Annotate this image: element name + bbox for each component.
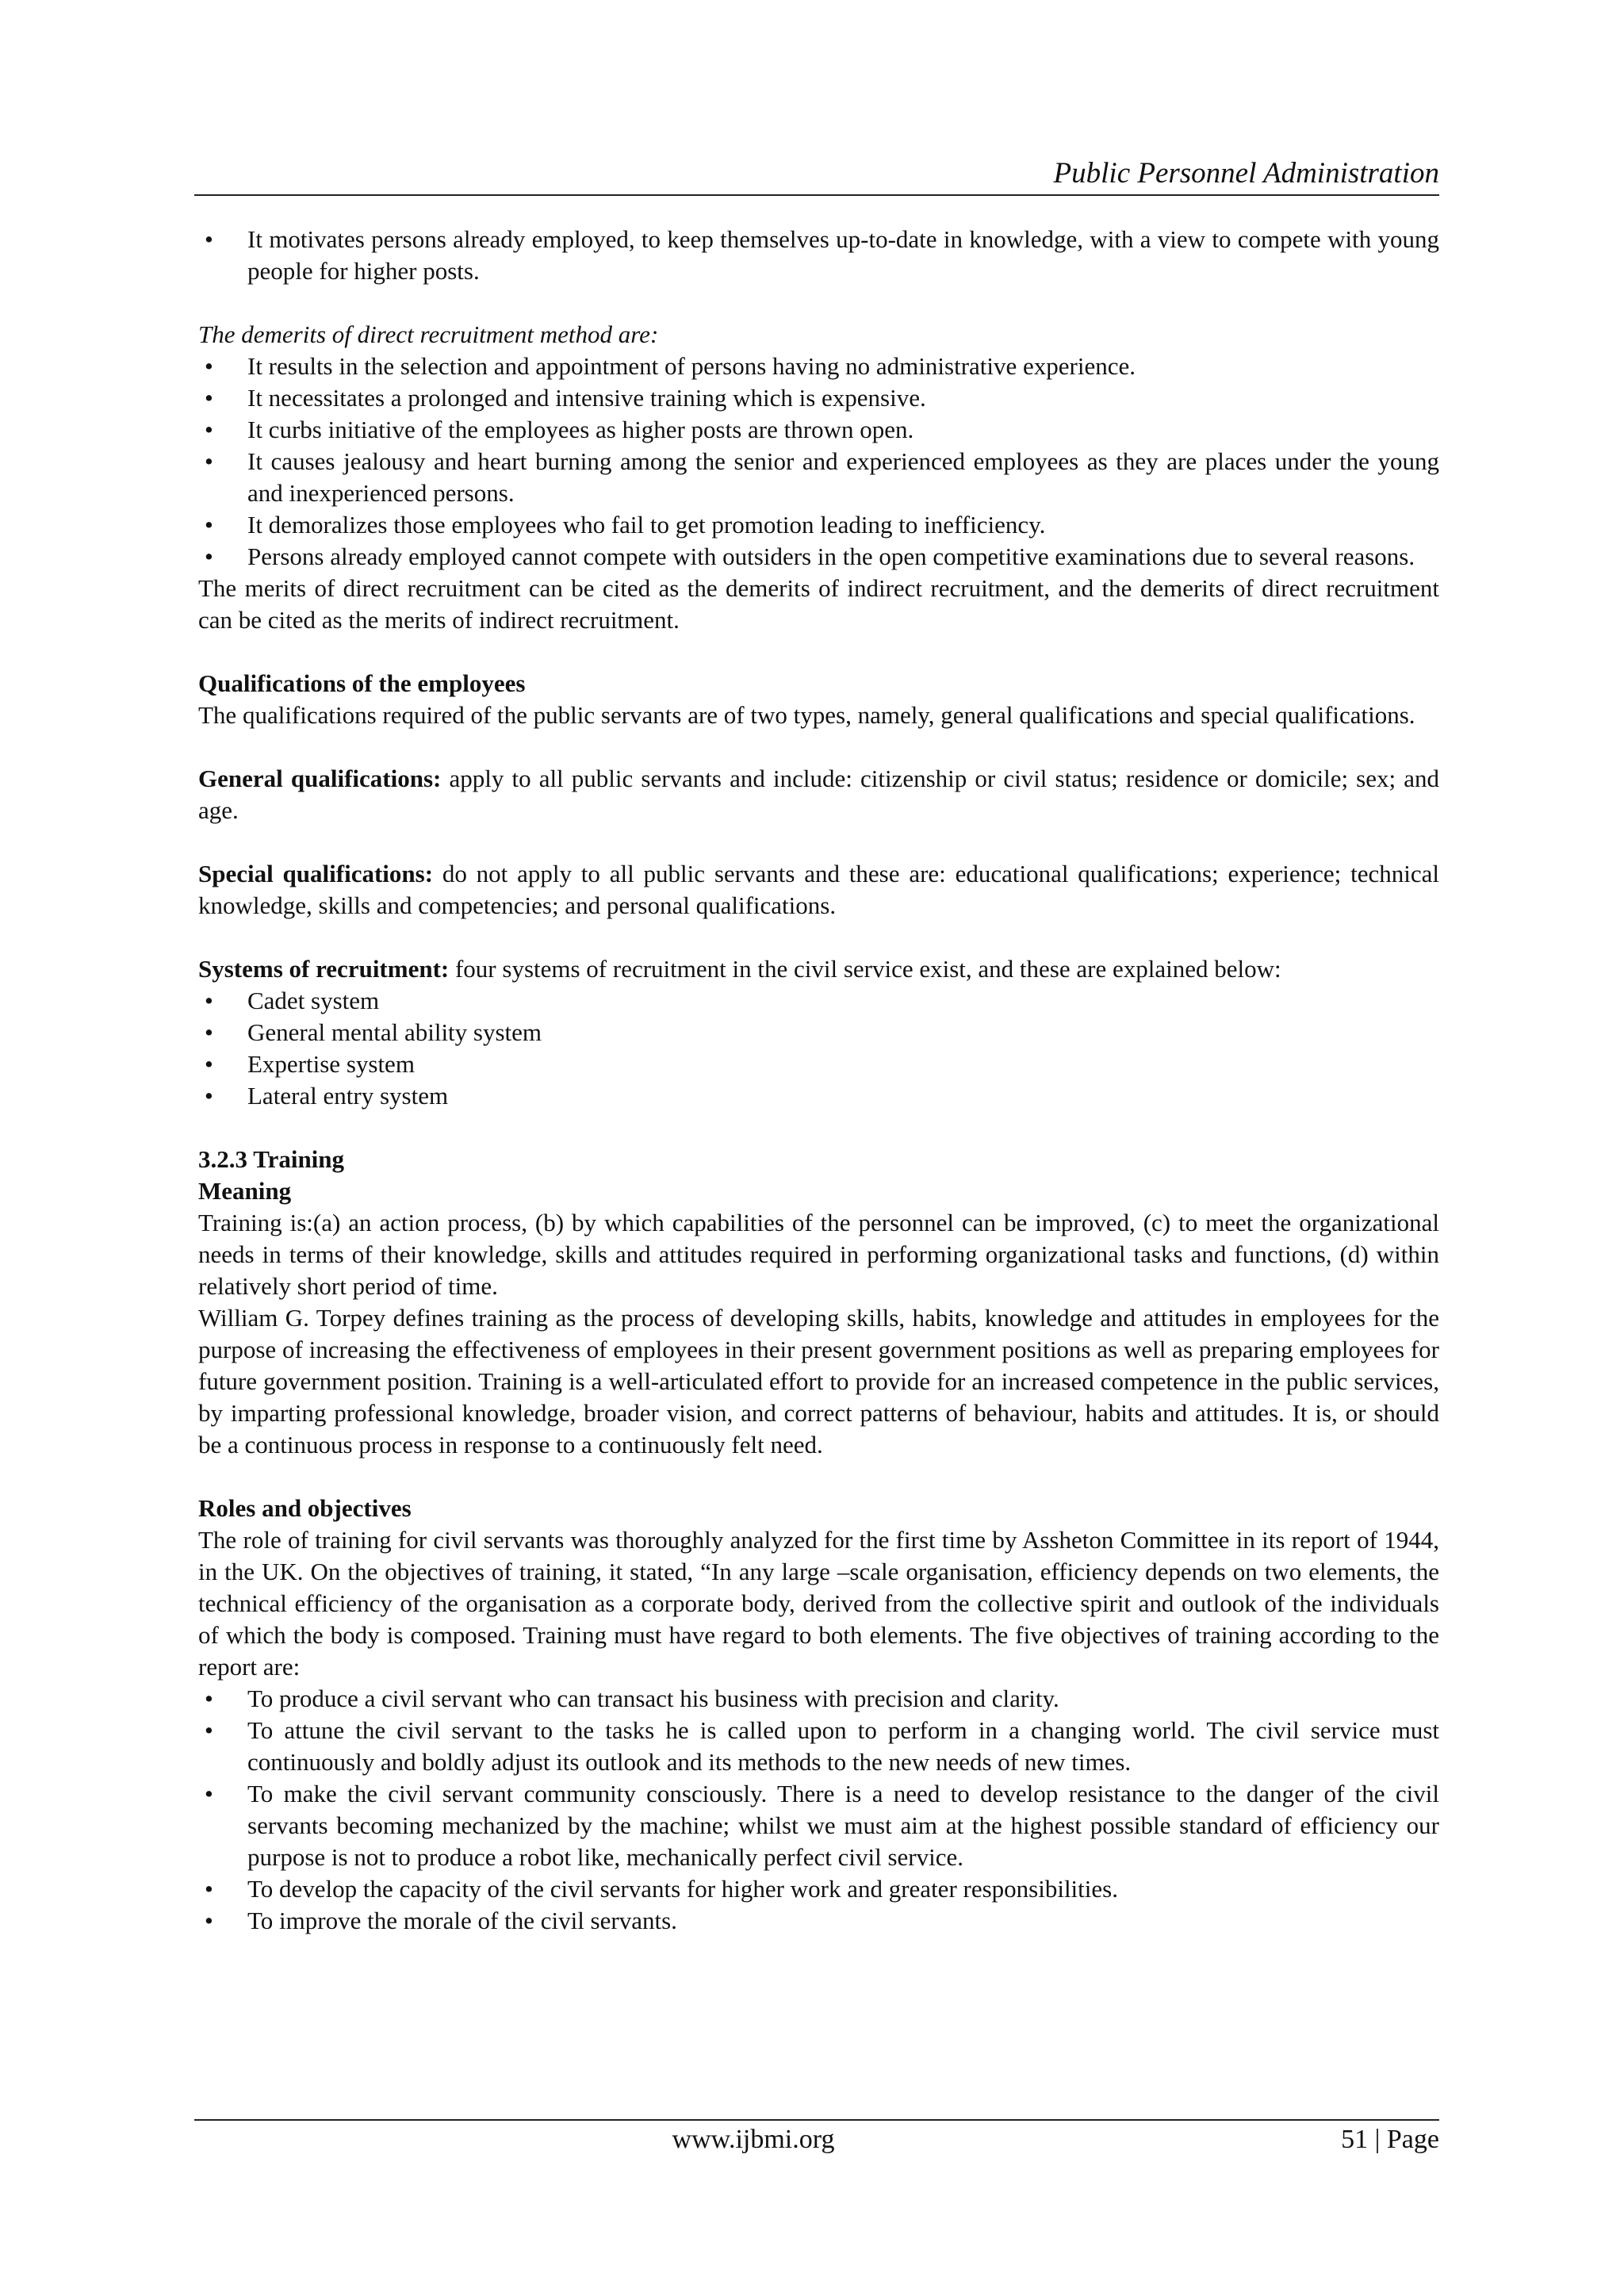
objectives-list	[198, 1683, 1439, 1937]
running-header: Public Personnel Administration	[1053, 157, 1439, 190]
intro-bullet-list	[198, 224, 1439, 287]
section-heading-training: 3.2.3 Training	[198, 1145, 345, 1173]
list-item: • It motivates persons already employed, to keep themselves up-to-date in knowledge, with a view to compete with young people for higher posts.	[198, 224, 1439, 287]
footer-divider	[194, 2119, 1439, 2121]
general-qualifications-label: General qualifications:	[198, 765, 442, 792]
list-item: • Lateral entry system	[198, 1080, 1439, 1112]
list-item: • To improve the morale of the civil servants.	[198, 1905, 1439, 1937]
systems-text: four systems of recruitment in the civil service exist, and these are explained below:	[449, 955, 1281, 983]
header-divider	[194, 194, 1439, 196]
list-item: • It results in the selection and appointment of persons having no administrative experience.	[198, 351, 1439, 382]
special-qualifications-text: do not apply to all public servants and these are: educational qualifications; experience; technical knowledge, skills and competencies; and personal qualifications.	[198, 860, 1439, 919]
torpey-paragraph: William G. Torpey defines training as the process of developing skills, habits, knowledge and attitudes in employees for the purpose of increasing the effectiveness of employees in their present government positions as well as preparing employees for future government position. Training is a well-articulated effort to provide for an increased competence in the public services, by imparting professional knowledge, broader vision, and correct patterns of behaviour, habits and attitudes. It is, or should be a continuous process in response to a continuously felt need.	[198, 1304, 1439, 1458]
list-item: • Cadet system	[198, 985, 1439, 1017]
list-item: • It causes jealousy and heart burning among the senior and experienced employees as they are places under the young and inexperienced persons.	[198, 446, 1439, 509]
special-qualifications-paragraph	[198, 858, 1439, 922]
list-item: • Expertise system	[198, 1048, 1439, 1080]
list-item: • General mental ability system	[198, 1017, 1439, 1048]
demerits-heading: The demerits of direct recruitment method are:	[198, 320, 659, 348]
list-item: • To produce a civil servant who can transact his business with precision and clarity.	[198, 1683, 1439, 1715]
list-item: • To make the civil servant community consciously. There is a need to develop resistance to the danger of the civil servants becoming mechanized by the machine; whilst we must aim at the highest possible standard of efficiency our purpose is not to produce a robot like, mechanically perfect civil service.	[198, 1778, 1439, 1873]
page-number: 51 | Page	[1341, 2125, 1439, 2154]
qualifications-heading: Qualifications of the employees	[198, 669, 526, 697]
list-item: • It demoralizes those employees who fail to get promotion leading to inefficiency.	[198, 509, 1439, 541]
list-item: • Persons already employed cannot compete with outsiders in the open competitive examinations due to several reasons.	[198, 541, 1439, 573]
list-item: • To attune the civil servant to the tasks he is called upon to perform in a changing world. The civil service must continuously and boldly adjust its outlook and its methods to the new needs of new times.	[198, 1715, 1439, 1778]
general-qualifications-paragraph	[198, 763, 1439, 826]
meaning-heading: Meaning	[198, 1177, 292, 1205]
qualifications-paragraph: The qualifications required of the public servants are of two types, namely, general qualifications and special qualifications.	[198, 701, 1415, 729]
roles-paragraph: The role of training for civil servants was thoroughly analyzed for the first time by Assheton Committee in its report of 1944, in the UK. On the objectives of training, it stated, “In any large –scale organisation, efficiency depends on two elements, the technical efficiency of the organisation as a corporate body, derived from the collective spirit and outlook of the individuals of which the body is composed. Training must have regard to both elements. The five objectives of training according to the report are:	[198, 1526, 1439, 1681]
meaning-paragraph: Training is:(a) an action process, (b) by which capabilities of the personnel can be improved, (c) to meet the organizational needs in terms of their knowledge, skills and attitudes required in performing organizational tasks and functions, (d) within relatively short period of time.	[198, 1209, 1439, 1300]
general-qualifications-text: apply to all public servants and include: citizenship or civil status; residence or domicile; sex; and age.	[198, 765, 1440, 824]
page-body	[198, 224, 1439, 1937]
demerits-list	[198, 351, 1439, 573]
systems-label: Systems of recruitment:	[198, 955, 450, 983]
systems-paragraph	[198, 953, 1439, 985]
list-item: • To develop the capacity of the civil servants for higher work and greater responsibilities.	[198, 1873, 1439, 1905]
list-item: • It curbs initiative of the employees as higher posts are thrown open.	[198, 414, 1439, 446]
special-qualifications-label: Special qualifications:	[198, 860, 434, 887]
systems-list	[198, 985, 1439, 1112]
list-item: • It necessitates a prolonged and intensive training which is expensive.	[198, 382, 1439, 414]
roles-heading: Roles and objectives	[198, 1494, 412, 1522]
demerits-closing-paragraph: The merits of direct recruitment can be cited as the demerits of indirect recruitment, and the demerits of direct recruitment can be cited as the merits of indirect recruitment.	[198, 574, 1439, 634]
footer-url: www.ijbmi.org	[672, 2125, 835, 2154]
